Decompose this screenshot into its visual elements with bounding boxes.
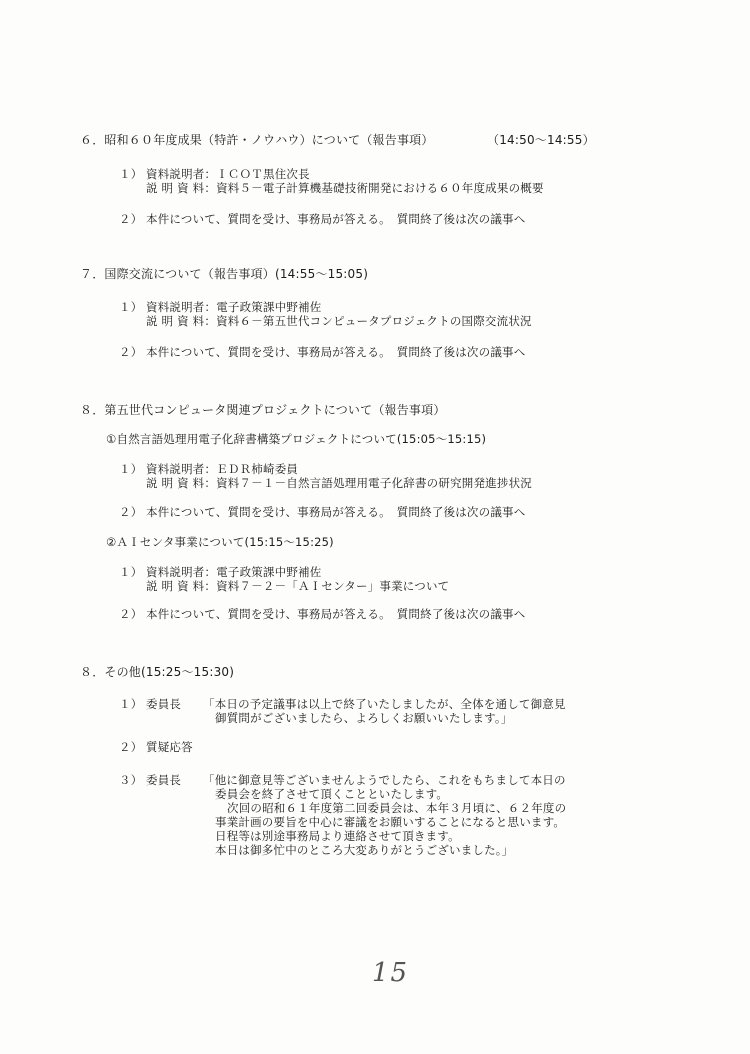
item-number: ２）	[119, 505, 143, 519]
remark-line: 御質問がございましたら、よろしくお願いいたします。」	[215, 711, 513, 725]
qa-label: 質疑応答	[146, 740, 193, 754]
section-other-title: ８．その他(15:25〜15:30)	[80, 665, 235, 679]
remark-line: 委員会を終了させて頂くことといたします。	[215, 787, 449, 801]
section-7-title: ７．国際交流について（報告事項）(14:55〜15:05)	[80, 267, 369, 281]
presenter-line: 資料説明者：電子政策課中野補佐	[146, 565, 322, 579]
item-number: ２）	[119, 212, 143, 226]
remark-line: 本日は御多忙中のところ大変ありがとうございました。」	[215, 843, 514, 857]
material-line: 説 明 資 料：資料６－第五世代コンピュータプロジェクトの国際交流状況	[146, 314, 532, 328]
remark-line: 「本日の予定議事は以上で終了いたしましたが、全体を通して御意見	[203, 697, 566, 711]
subsection-a-title: ①自然言語処理用電子化辞書構築プロジェクトについて(15:05〜15:15)	[106, 432, 487, 446]
procedure-line: 本件について、質問を受け、事務局が答える。 質問終了後は次の議事へ	[146, 505, 526, 519]
item-number: １）	[119, 697, 143, 711]
section-6-title: ６．昭和６０年度成果（特許・ノウハウ）について（報告事項）	[80, 133, 434, 147]
item-number: １）	[119, 462, 143, 476]
material-line: 説 明 資 料：資料７－２－「ＡＩセンター」事業について	[146, 579, 450, 593]
item-number: １）	[119, 565, 143, 579]
section-6-time: （14:50〜14:55）	[487, 133, 595, 147]
remark-line: 事業計画の要旨を中心に審議をお願いすることになると思います。	[215, 815, 566, 829]
presenter-line: 資料説明者：電子政策課中野補佐	[146, 300, 322, 314]
procedure-line: 本件について、質問を受け、事務局が答える。 質問終了後は次の議事へ	[146, 345, 526, 359]
presenter-line: 資料説明者：ＥＤＲ柿崎委員	[146, 462, 299, 476]
remark-line: 日程等は別途事務局より連絡させて頂きます。	[215, 829, 460, 843]
page-number: 15	[372, 958, 410, 988]
item-number: １）	[119, 167, 143, 181]
item-number: １）	[119, 300, 143, 314]
remark-line: 次回の昭和６１年度第二回委員会は、本年３月頃に、６２年度の	[227, 801, 567, 815]
speaker-label: 委員長	[146, 773, 182, 787]
procedure-line: 本件について、質問を受け、事務局が答える。 質問終了後は次の議事へ	[146, 212, 526, 226]
item-number: ２）	[119, 345, 143, 359]
subsection-b-title: ②ＡＩセンタ事業について(15:15〜15:25)	[106, 535, 334, 549]
section-8-title: ８．第五世代コンピュータ関連プロジェクトについて（報告事項）	[80, 403, 446, 417]
material-line: 説 明 資 料：資料７－１－自然言語処理用電子化辞書の研究開発進捗状況	[146, 476, 532, 490]
procedure-line: 本件について、質問を受け、事務局が答える。 質問終了後は次の議事へ	[146, 607, 526, 621]
item-number: ２）	[119, 740, 143, 754]
speaker-label: 委員長	[146, 697, 182, 711]
material-line: 説 明 資 料：資料５－電子計算機基礎技術開発における６０年度成果の概要	[146, 181, 544, 195]
remark-line: 「他に御意見等ございませんようでしたら、これをもちまして本日の	[203, 773, 566, 787]
presenter-line: 資料説明者：ＩＣＯＴ黒住次長	[146, 167, 310, 181]
item-number: ２）	[119, 607, 143, 621]
item-number: ３）	[119, 773, 143, 787]
